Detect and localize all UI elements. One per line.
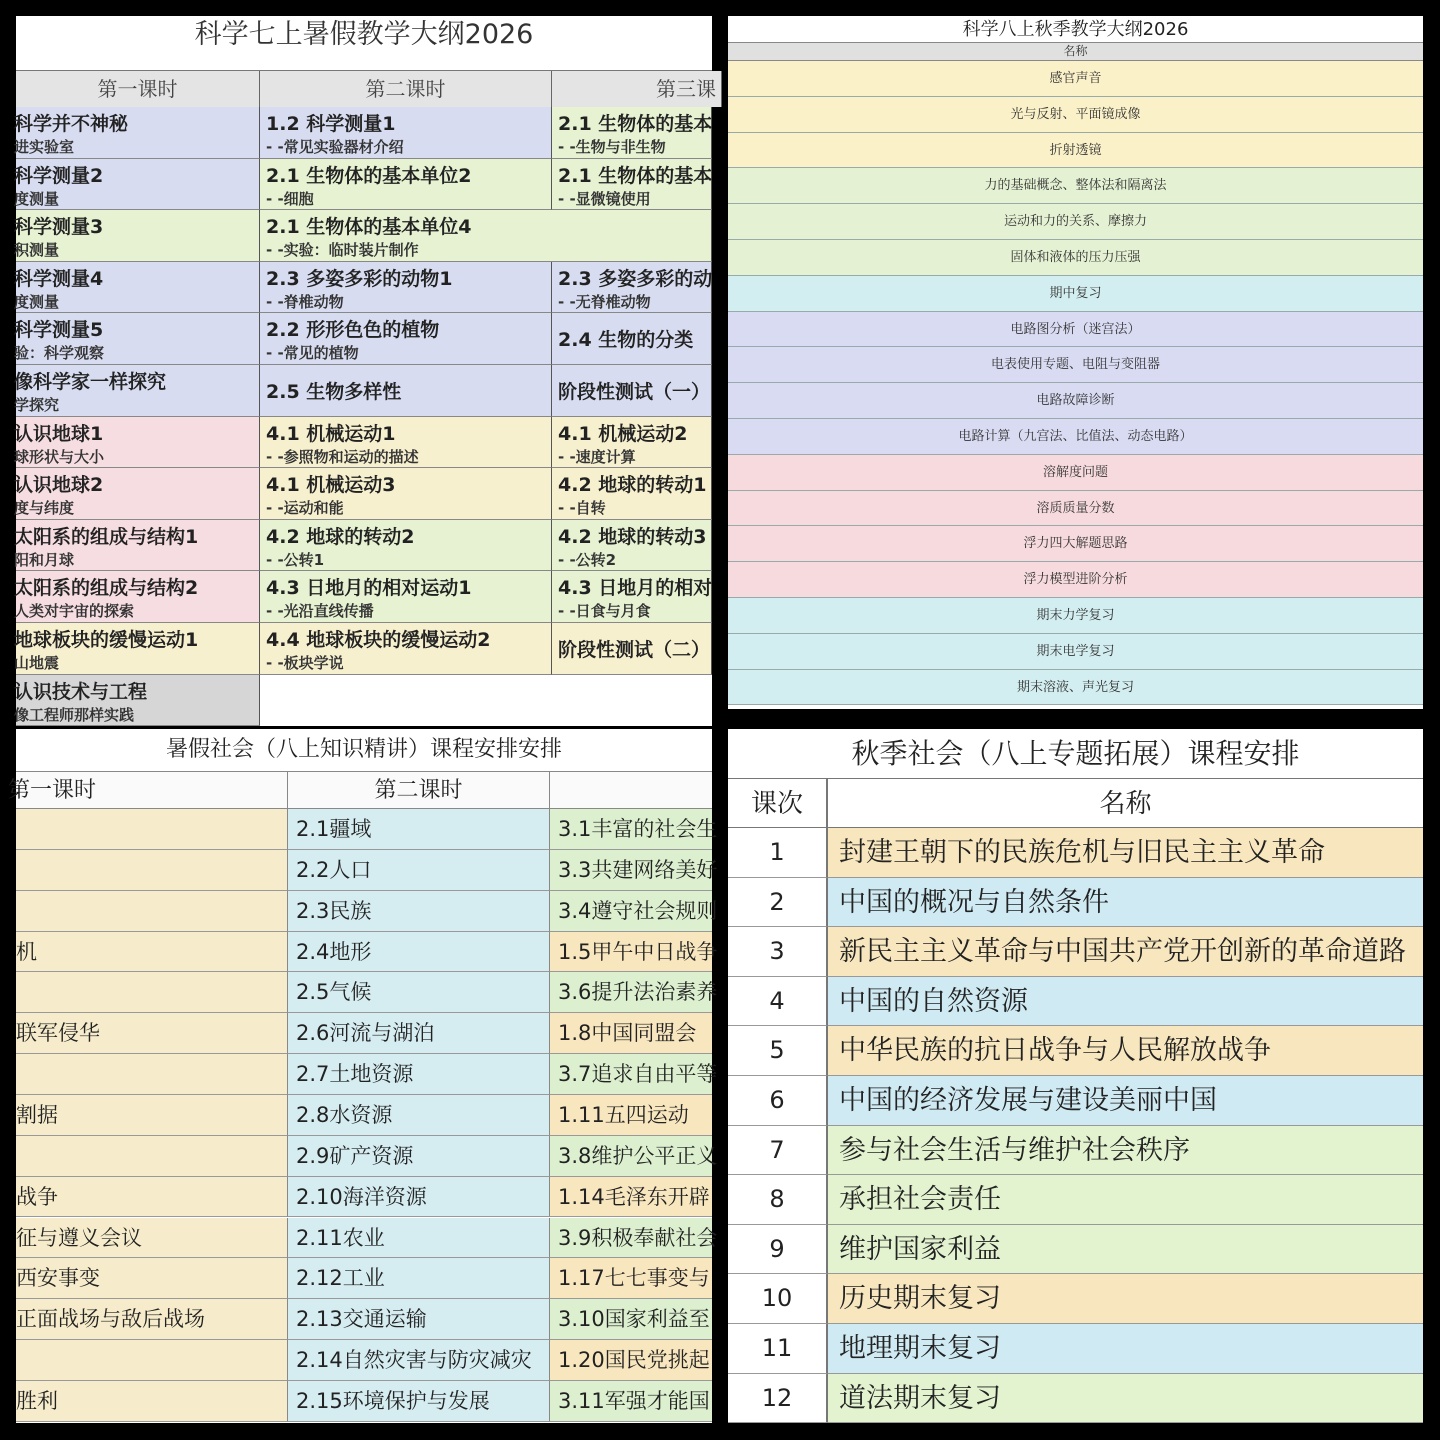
lesson-title: 认识地球2 [14,474,104,497]
science7-cell-r7-c1 [16,417,260,469]
social-summer-cell-r10-c2: 2.10海洋资源 [288,1177,550,1218]
lesson-subtitle: 积测量 [14,241,60,260]
lesson-title: 2.1 生物体的基本 [558,113,713,135]
lesson-subtitle: 球形状与大小 [14,447,105,466]
lesson-title: 4.4 地球板块的缓慢运动2 [266,629,491,651]
lesson-name: 地理期末复习 [828,1324,1423,1374]
social-summer-cell-r1-c1 [16,809,288,850]
science8-title: 科学八上秋季教学大纲2026 [962,19,1189,40]
lesson-subtitle: - -板块学说 [266,654,344,672]
lesson-title: 太阳系的组成与结构2 [14,577,199,600]
lesson-title: 认识技术与工程 [14,680,148,703]
lesson-title: 2.2 形形色色的植物 [266,319,440,342]
lesson-title: 2.3 多姿多彩的动 [558,267,713,290]
science8-row: 电路计算（九宫法、比值法、动态电路） [728,419,1423,455]
lesson-name: 承担社会责任 [828,1175,1423,1225]
science7-cell-r5-c3 [552,313,712,365]
lesson-subtitle: - -参照物和运动的描述 [266,447,419,466]
science7-panel [14,16,716,724]
science8-row: 运动和力的关系、摩擦力 [728,204,1423,240]
social-summer-cell-r9-c2: 2.9矿产资源 [288,1136,550,1177]
science7-title: 科学七上暑假教学大纲2026 [194,19,534,50]
science7-cell-r10-c3 [552,571,712,623]
lesson-title: 4.2 地球的转动2 [266,525,415,548]
lesson-subtitle: - -常见实验器材介绍 [266,138,404,156]
science7-cell-r1-c2 [260,107,552,159]
social-summer-cell-r11-c3: 3.9积极奉献社会 [550,1218,712,1259]
social-summer-cell-r11-c2: 2.11农业 [288,1218,550,1259]
science7-cell-r10-c2 [260,571,552,623]
lesson-subtitle: - -光沿直线传播 [266,602,374,621]
lesson-title: 阶段性测试（一） [558,380,711,403]
lesson-subtitle: - -公转1 [266,550,325,569]
science7-cell-r4-c2 [260,262,552,314]
lesson-subtitle: 进实验室 [14,138,75,156]
lesson-title: 2.1 生物体的基本单位2 [266,164,472,187]
social-summer-cell-r5-c3: 3.6提升法治素养 [550,972,712,1013]
science8-row: 期末力学复习 [728,598,1423,634]
lesson-name: 道法期末复习 [828,1374,1423,1424]
lesson-title: 4.2 地球的转动3 [558,525,707,548]
lesson-subtitle: - -细胞 [266,189,314,208]
social-summer-cell-r12-c3: 1.17七七事变与 [550,1258,712,1299]
science7-cell-r12-c1 [16,675,260,727]
social-summer-title: 暑假社会（八上知识精讲）课程安排安排 [165,737,562,762]
science8-row: 期末电学复习 [728,634,1423,670]
lesson-name: 中国的自然资源 [828,977,1423,1027]
lesson-subtitle: 度测量 [14,292,60,311]
science7-header-period1: 第一课时 [16,71,260,107]
social-summer-cell-r1-c2: 2.1疆域 [288,809,550,850]
science8-row: 浮力模型进阶分析 [728,562,1423,598]
blank-cell [260,675,712,727]
science7-cell-r9-c3 [552,520,712,572]
lesson-subtitle: - -速度计算 [558,447,636,466]
science7-cell-r8-c1 [16,468,260,520]
lesson-title: 认识地球1 [14,422,104,445]
social-summer-cell-r15-c2: 2.15环境保护与发展 [288,1381,550,1422]
science7-cell-r11-c2 [260,623,552,675]
science7-cell-r2-c3 [552,159,712,211]
lesson-subtitle: - -自转 [558,499,606,518]
science7-cell-r6-c3 [552,365,712,417]
lesson-title: 太阳系的组成与结构1 [14,525,199,548]
social-summer-cell-r1-c3: 3.1丰富的社会生 [550,809,712,850]
social-summer-cell-r15-c1: 胜利 [16,1381,288,1422]
science8-row: 期末溶液、声光复习 [728,670,1423,706]
social-summer-cell-r2-c2: 2.2人口 [288,850,550,891]
social-autumn-header-name: 名称 [828,778,1423,828]
science7-cell-r6-c2 [260,365,552,417]
social-summer-header-period3 [550,771,712,809]
science7-cell-r3-c1 [16,210,260,262]
science7-cell-r5-c1 [16,313,260,365]
science7-cell-r1-c1 [16,107,260,159]
lesson-name: 中国的概况与自然条件 [828,878,1423,928]
lesson-name: 参与社会生活与维护社会秩序 [828,1126,1423,1176]
lesson-title: 4.1 机械运动2 [558,422,688,445]
lesson-subtitle: 度测量 [14,189,60,208]
lesson-name: 新民主主义革命与中国共产党开创新的革命道路 [828,927,1423,977]
science7-cell-r8-c3 [552,468,712,520]
science8-row: 电路图分析（迷宫法） [728,312,1423,348]
lesson-title: 阶段性测试（二） [558,638,711,661]
lesson-subtitle: 学探究 [14,396,60,414]
science8-row: 浮力四大解题思路 [728,526,1423,562]
social-summer-cell-r13-c1: 正面战场与敌后战场 [16,1299,288,1340]
science8-row: 溶质质量分数 [728,491,1423,527]
science7-cell-r4-c3 [552,262,712,314]
lesson-number: 12 [728,1374,828,1424]
social-summer-cell-r14-c1 [16,1340,288,1381]
social-summer-cell-r2-c1 [16,850,288,891]
lesson-title: 2.1 生物体的基本单位4 [266,216,472,239]
social-summer-cell-r9-c3: 3.8维护公平正义 [550,1136,712,1177]
social-summer-cell-r2-c3: 3.3共建网络美好 [550,850,712,891]
science7-cell-r10-c1 [16,571,260,623]
lesson-title: 科学并不神秘 [14,113,129,135]
lesson-subtitle: 人类对宇宙的探索 [14,602,135,621]
science7-cell-r9-c1 [16,520,260,572]
social-summer-panel [8,729,718,1423]
science8-row: 力的基础概念、整体法和隔离法 [728,168,1423,204]
lesson-subtitle: 像工程师那样实践 [14,705,135,724]
lesson-subtitle: 阳和月球 [14,550,75,569]
social-summer-cell-r5-c1 [16,972,288,1013]
lesson-number: 4 [728,977,828,1027]
science7-cell-r6-c1 [16,365,260,417]
science7-cell-r4-c1 [16,262,260,314]
lesson-subtitle: - -实验：临时装片制作 [266,241,419,260]
social-summer-cell-r11-c1: 征与遵义会议 [16,1218,288,1259]
lesson-title: 1.2 科学测量1 [266,113,396,135]
lesson-number: 9 [728,1225,828,1275]
science7-cell-r5-c2 [260,313,552,365]
lesson-title: 2.3 多姿多彩的动物1 [266,267,453,290]
lesson-title: 科学测量5 [14,319,104,342]
social-summer-cell-r13-c2: 2.13交通运输 [288,1299,550,1340]
lesson-subtitle: 度与纬度 [14,499,75,518]
social-summer-cell-r6-c2: 2.6河流与湖泊 [288,1013,550,1054]
lesson-subtitle: - -常见的植物 [266,344,359,363]
social-summer-cell-r8-c1: 割据 [16,1095,288,1136]
lesson-subtitle: - -无脊椎动物 [558,292,651,311]
lesson-title: 科学测量4 [14,267,104,290]
science7-cell-r3-c2 [260,210,712,262]
lesson-title: 4.3 日地月的相对运动1 [266,577,472,600]
science8-row: 固体和液体的压力压强 [728,240,1423,276]
social-summer-cell-r15-c3: 3.11军强才能国 [550,1381,712,1422]
science8-row: 折射透镜 [728,133,1423,169]
lesson-title: 2.4 生物的分类 [558,329,694,352]
science8-row: 电表使用专题、电阻与变阻器 [728,347,1423,383]
lesson-number: 1 [728,828,828,878]
social-summer-cell-r7-c3: 3.7追求自由平等 [550,1054,712,1095]
science8-row: 溶解度问题 [728,455,1423,491]
science7-cell-r7-c3 [552,417,712,469]
science8-row: 光与反射、平面镜成像 [728,97,1423,133]
social-summer-cell-r14-c2: 2.14自然灾害与防灾减灾 [288,1340,550,1381]
lesson-title: 4.3 日地月的相对 [558,577,713,600]
social-summer-cell-r5-c2: 2.5气候 [288,972,550,1013]
social-summer-cell-r3-c1 [16,891,288,932]
lesson-subtitle: - -公转2 [558,550,617,569]
science8-row: 期中复习 [728,276,1423,312]
social-summer-cell-r8-c3: 1.11五四运动 [550,1095,712,1136]
lesson-title: 4.2 地球的转动1 [558,474,707,497]
social-summer-cell-r3-c2: 2.3民族 [288,891,550,932]
science7-cell-r7-c2 [260,417,552,469]
lesson-subtitle: - -日食与月食 [558,602,651,621]
science7-cell-r2-c2 [260,159,552,211]
lesson-subtitle: - -生物与非生物 [558,138,666,156]
science8-list [728,61,1423,705]
science7-cell-r1-c3 [552,107,712,159]
science7-cell-r11-c3 [552,623,712,675]
lesson-title: 4.1 机械运动3 [266,474,396,497]
lesson-title: 像科学家一样探究 [14,371,167,393]
lesson-name: 历史期末复习 [828,1274,1423,1324]
social-summer-cell-r10-c3: 1.14毛泽东开辟 [550,1177,712,1218]
lesson-number: 3 [728,927,828,977]
lesson-subtitle: - -脊椎动物 [266,292,344,311]
social-summer-cell-r10-c1: 战争 [16,1177,288,1218]
lesson-title: 科学测量2 [14,164,104,187]
lesson-name: 封建王朝下的民族危机与旧民主主义革命 [828,828,1423,878]
lesson-number: 5 [728,1026,828,1076]
lesson-subtitle: 验：科学观察 [14,344,105,363]
social-summer-cell-r13-c3: 3.10国家利益至 [550,1299,712,1340]
lesson-number: 11 [728,1324,828,1374]
lesson-subtitle: - -运动和能 [266,499,344,518]
lesson-number: 10 [728,1274,828,1324]
science8-panel [728,16,1423,709]
social-summer-cell-r12-c2: 2.12工业 [288,1258,550,1299]
lesson-subtitle: 山地震 [14,654,60,672]
social-summer-cell-r14-c3: 1.20国民党挑起 [550,1340,712,1381]
lesson-title: 地球板块的缓慢运动1 [14,629,199,651]
social-summer-cell-r7-c1 [16,1054,288,1095]
lesson-title: 4.1 机械运动1 [266,422,396,445]
social-summer-cell-r8-c2: 2.8水资源 [288,1095,550,1136]
science7-header-period3: 第三课 [552,71,722,107]
science7-header-period2: 第二课时 [260,71,552,107]
lesson-title: 2.1 生物体的基本 [558,164,713,187]
science7-cell-r9-c2 [260,520,552,572]
social-summer-cell-r6-c3: 1.8中国同盟会 [550,1013,712,1054]
lesson-number: 8 [728,1175,828,1225]
social-summer-header-period1: 第一课时 [16,771,288,809]
social-summer-cell-r12-c1: 西安事变 [16,1258,288,1299]
lesson-title: 2.5 生物多样性 [266,380,402,403]
science8-row: 电路故障诊断 [728,383,1423,419]
social-summer-cell-r4-c2: 2.4地形 [288,932,550,973]
social-summer-cell-r3-c3: 3.4遵守社会规则 [550,891,712,932]
social-summer-cell-r4-c3: 1.5甲午中日战争 [550,932,712,973]
science8-row: 感官声音 [728,61,1423,97]
social-summer-cell-r4-c1: 机 [16,932,288,973]
lesson-number: 6 [728,1076,828,1126]
lesson-title: 科学测量3 [14,216,104,239]
social-autumn-title: 秋季社会（八上专题拓展）课程安排 [851,737,1300,770]
social-summer-header-period2: 第二课时 [288,771,550,809]
science7-cell-r11-c1 [16,623,260,675]
science8-name-header: 名称 [728,42,1423,61]
social-summer-cell-r7-c2: 2.7土地资源 [288,1054,550,1095]
social-autumn-panel [728,729,1423,1423]
lesson-name: 中华民族的抗日战争与人民解放战争 [828,1026,1423,1076]
social-summer-cell-r6-c1: 联军侵华 [16,1013,288,1054]
lesson-number: 2 [728,878,828,928]
science7-cell-r2-c1 [16,159,260,211]
lesson-name: 中国的经济发展与建设美丽中国 [828,1076,1423,1126]
lesson-number: 7 [728,1126,828,1176]
science7-cell-r8-c2 [260,468,552,520]
lesson-name: 维护国家利益 [828,1225,1423,1275]
lesson-subtitle: - -显微镜使用 [558,189,651,208]
social-summer-cell-r9-c1 [16,1136,288,1177]
social-autumn-header-num: 课次 [728,778,828,828]
